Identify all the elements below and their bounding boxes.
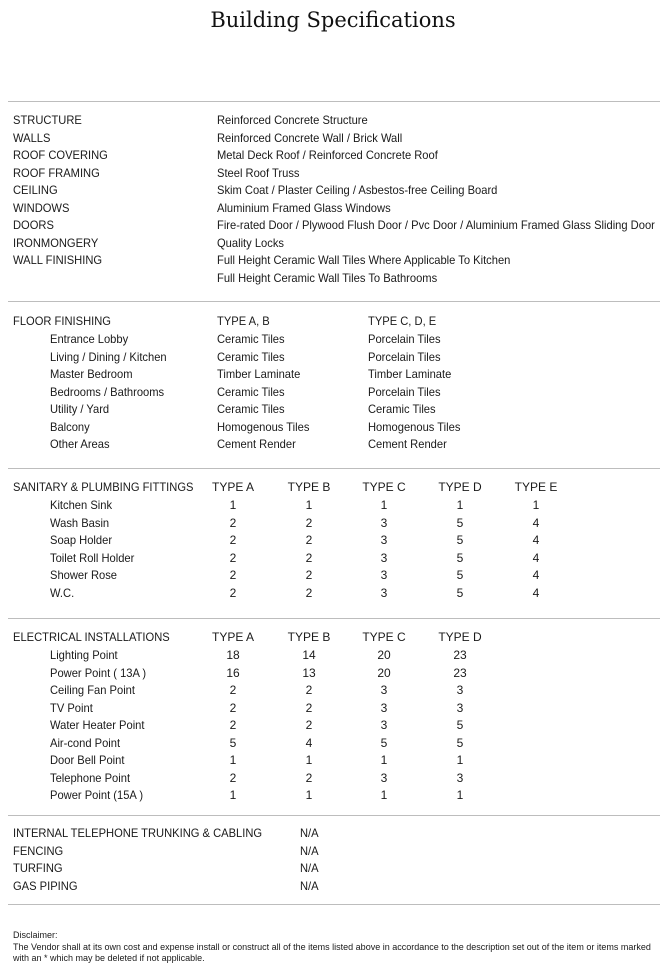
electrical-cell: 2	[305, 683, 313, 697]
spec-value: Metal Deck Roof / Reinforced Concrete Roof	[217, 148, 438, 162]
electrical-cell: 1	[229, 788, 237, 802]
sanitary-row-label: Soap Holder	[50, 533, 113, 547]
electrical-row-label: Power Point ( 13A )	[50, 665, 147, 680]
electrical-row-label: Ceiling Fan Point	[50, 683, 135, 697]
floor-row-label: Other Areas	[50, 437, 110, 451]
electrical-cell: 5	[456, 718, 464, 732]
misc-label: FENCING	[13, 843, 64, 858]
spec-value: Aluminium Framed Glass Windows	[217, 200, 391, 215]
sanitary-cell: 3	[380, 550, 388, 565]
electrical-row-label: Lighting Point	[50, 648, 118, 662]
floor-row-type-cde: Homogenous Tiles	[368, 419, 461, 434]
floor-col-type-ab: TYPE A, B	[217, 314, 270, 328]
electrical-cell: 20	[377, 648, 391, 662]
sanitary-cell: 2	[229, 585, 237, 600]
misc-label: INTERNAL TELEPHONE TRUNKING & CABLING	[13, 826, 263, 840]
spec-label: ROOF COVERING	[13, 148, 108, 162]
floor-heading: FLOOR FINISHING	[13, 314, 111, 328]
electrical-cell: 2	[305, 770, 313, 785]
floor-row-type-ab: Ceramic Tiles	[217, 384, 285, 399]
electrical-cell: 1	[380, 753, 388, 767]
sanitary-cell: 1	[305, 498, 313, 512]
floor-row-label: Bedrooms / Bathrooms	[50, 384, 165, 399]
sanitary-cell: 2	[305, 585, 313, 600]
divider	[8, 815, 660, 816]
electrical-row-label: TV Point	[50, 700, 93, 715]
sanitary-cell: 5	[456, 515, 464, 530]
misc-label: TURFING	[13, 861, 63, 875]
electrical-cell: 2	[229, 700, 237, 715]
electrical-cell: 14	[302, 648, 316, 662]
sanitary-col-header: TYPE B	[287, 480, 331, 494]
spec-value: Steel Roof Truss	[217, 165, 300, 180]
sanitary-row-label: Toilet Roll Holder	[50, 550, 135, 565]
divider	[8, 618, 660, 619]
floor-row-type-ab: Ceramic Tiles	[217, 402, 285, 416]
electrical-cell: 1	[456, 753, 464, 767]
spec-label: WALL FINISHING	[13, 253, 103, 267]
sanitary-cell: 4	[532, 515, 540, 530]
electrical-cell: 5	[229, 735, 237, 750]
floor-row-label: Balcony	[50, 419, 90, 434]
electrical-cell: 1	[380, 788, 388, 802]
sanitary-cell: 3	[380, 585, 388, 600]
sanitary-cell: 2	[229, 550, 237, 565]
sanitary-row-label: Wash Basin	[50, 515, 110, 530]
sanitary-row-label: Shower Rose	[50, 568, 118, 582]
sanitary-cell: 5	[456, 568, 464, 582]
floor-row-type-ab: Ceramic Tiles	[217, 349, 285, 364]
sanitary-cell: 4	[532, 533, 540, 547]
electrical-cell: 1	[229, 753, 237, 767]
electrical-cell: 2	[305, 700, 313, 715]
spec-value: Fire-rated Door / Plywood Flush Door / Pvc Door / Aluminium Framed Glass Sliding Door	[217, 218, 655, 232]
spec-label: ROOF FRAMING	[13, 165, 100, 180]
floor-row-label: Entrance Lobby	[50, 332, 129, 346]
sanitary-cell: 1	[380, 498, 388, 512]
floor-row-type-cde: Porcelain Tiles	[368, 384, 441, 399]
electrical-row-label: Door Bell Point	[50, 753, 125, 767]
spec-value: Reinforced Concrete Wall / Brick Wall	[217, 130, 403, 145]
spec-value: Full Height Ceramic Wall Tiles Where Applicable To Kitchen	[217, 253, 511, 267]
disclaimer-heading: Disclaimer:	[13, 930, 58, 940]
sanitary-cell: 2	[305, 515, 313, 530]
sanitary-cell: 1	[229, 498, 237, 512]
sanitary-cell: 3	[380, 515, 388, 530]
spec-label: IRONMONGERY	[13, 235, 99, 250]
page-title: Building Specifications	[210, 8, 456, 32]
divider	[8, 101, 660, 102]
sanitary-cell: 2	[229, 533, 237, 547]
electrical-cell: 3	[380, 770, 388, 785]
sanitary-cell: 2	[305, 533, 313, 547]
electrical-cell: 13	[302, 665, 316, 680]
electrical-row-label: Air-cond Point	[50, 735, 121, 750]
sanitary-cell: 2	[305, 568, 313, 582]
electrical-cell: 3	[456, 683, 464, 697]
electrical-cell: 1	[305, 788, 313, 802]
spec-value: Reinforced Concrete Structure	[217, 113, 368, 127]
electrical-cell: 3	[456, 700, 464, 715]
electrical-cell: 23	[453, 648, 467, 662]
floor-row-label: Living / Dining / Kitchen	[50, 349, 167, 364]
sanitary-cell: 3	[380, 533, 388, 547]
electrical-cell: 2	[305, 718, 313, 732]
divider	[8, 904, 660, 905]
sanitary-row-label: W.C.	[50, 585, 75, 600]
electrical-cell: 2	[229, 683, 237, 697]
spec-label: WALLS	[13, 130, 51, 145]
sanitary-col-header: TYPE A	[211, 480, 255, 494]
electrical-cell: 16	[226, 665, 240, 680]
misc-value: N/A	[300, 878, 319, 893]
electrical-cell: 5	[456, 735, 464, 750]
spec-label: DOORS	[13, 218, 54, 232]
floor-row-type-cde: Porcelain Tiles	[368, 332, 441, 346]
sanitary-cell: 3	[380, 568, 388, 582]
floor-row-label: Utility / Yard	[50, 402, 110, 416]
electrical-col-header: TYPE B	[287, 630, 331, 644]
sanitary-cell: 4	[532, 585, 540, 600]
electrical-cell: 3	[456, 770, 464, 785]
misc-label: GAS PIPING	[13, 878, 78, 893]
electrical-cell: 4	[305, 735, 313, 750]
floor-row-type-ab: Homogenous Tiles	[217, 419, 310, 434]
electrical-row-label: Water Heater Point	[50, 718, 145, 732]
misc-value: N/A	[300, 843, 319, 858]
floor-row-label: Master Bedroom	[50, 367, 133, 381]
sanitary-cell: 1	[456, 498, 464, 512]
electrical-cell: 3	[380, 683, 388, 697]
floor-row-type-cde: Timber Laminate	[368, 367, 452, 381]
spec-label: STRUCTURE	[13, 113, 82, 127]
sanitary-col-header: TYPE E	[514, 480, 558, 494]
sanitary-cell: 4	[532, 550, 540, 565]
floor-row-type-cde: Ceramic Tiles	[368, 402, 436, 416]
sanitary-heading: SANITARY & PLUMBING FITTINGS	[13, 480, 194, 494]
electrical-cell: 5	[380, 735, 388, 750]
sanitary-cell: 2	[229, 515, 237, 530]
sanitary-cell: 2	[229, 568, 237, 582]
floor-row-type-ab: Timber Laminate	[217, 367, 301, 381]
spec-value: Quality Locks	[217, 235, 284, 250]
electrical-row-label: Power Point (15A )	[50, 788, 144, 802]
electrical-cell: 18	[226, 648, 240, 662]
electrical-cell: 2	[229, 770, 237, 785]
electrical-col-header: TYPE C	[362, 630, 406, 644]
divider	[8, 468, 660, 469]
misc-value: N/A	[300, 826, 319, 840]
misc-value: N/A	[300, 861, 319, 875]
divider	[8, 301, 660, 302]
electrical-col-header: TYPE A	[211, 630, 255, 644]
floor-row-type-cde: Cement Render	[368, 437, 447, 451]
floor-row-type-ab: Ceramic Tiles	[217, 332, 285, 346]
electrical-cell: 3	[380, 718, 388, 732]
electrical-cell: 1	[305, 753, 313, 767]
spec-label: CEILING	[13, 183, 58, 197]
spec-value: Full Height Ceramic Wall Tiles To Bathrooms	[217, 270, 438, 285]
sanitary-col-header: TYPE D	[438, 480, 482, 494]
electrical-heading: ELECTRICAL INSTALLATIONS	[13, 630, 170, 644]
electrical-row-label: Telephone Point	[50, 770, 131, 785]
electrical-cell: 20	[377, 665, 391, 680]
electrical-cell: 3	[380, 700, 388, 715]
floor-row-type-ab: Cement Render	[217, 437, 296, 451]
sanitary-row-label: Kitchen Sink	[50, 498, 113, 512]
electrical-cell: 2	[229, 718, 237, 732]
sanitary-col-header: TYPE C	[362, 480, 406, 494]
spec-label: WINDOWS	[13, 200, 70, 215]
sanitary-cell: 5	[456, 585, 464, 600]
electrical-cell: 23	[453, 665, 467, 680]
floor-row-type-cde: Porcelain Tiles	[368, 349, 441, 364]
sanitary-cell: 1	[532, 498, 540, 512]
disclaimer-text: The Vendor shall at its own cost and expense install or construct all of the items listed above in accordance to the description set out of the item or items marked with an * which may be deleted if not applicable.	[13, 942, 651, 963]
floor-col-type-cde: TYPE C, D, E	[368, 314, 437, 328]
electrical-cell: 1	[456, 788, 464, 802]
electrical-col-header: TYPE D	[438, 630, 482, 644]
spec-value: Skim Coat / Plaster Ceiling / Asbestos-free Ceiling Board	[217, 183, 498, 197]
sanitary-cell: 5	[456, 533, 464, 547]
sanitary-cell: 2	[305, 550, 313, 565]
sanitary-cell: 5	[456, 550, 464, 565]
sanitary-cell: 4	[532, 568, 540, 582]
